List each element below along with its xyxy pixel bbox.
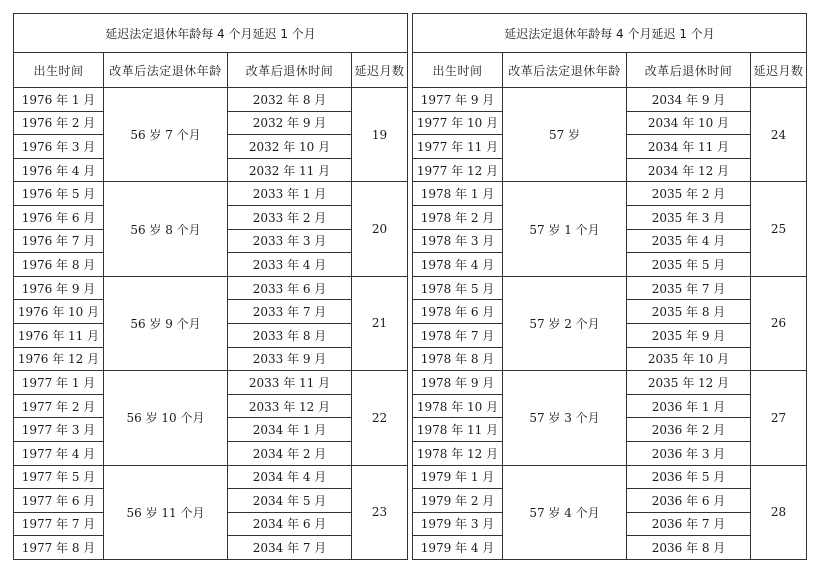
delay-months-cell: 25	[751, 182, 807, 276]
birth-date-cell: 1977 年 12 月	[413, 158, 503, 182]
retirement-date-cell: 2034 年 12 月	[627, 158, 751, 182]
table-row	[413, 88, 807, 112]
birth-date-cell: 1978 年 4 月	[413, 253, 503, 277]
birth-date-cell: 1978 年 1 月	[413, 182, 503, 206]
birth-date-cell: 1977 年 5 月	[14, 465, 104, 489]
retirement-date-cell: 2035 年 9 月	[627, 323, 751, 347]
retirement-date-cell: 2032 年 11 月	[228, 158, 352, 182]
birth-date-cell: 1977 年 3 月	[14, 418, 104, 442]
delay-months-cell: 26	[751, 276, 807, 370]
birth-date-cell: 1977 年 4 月	[14, 441, 104, 465]
delay-months-cell: 27	[751, 371, 807, 465]
birth-date-cell: 1977 年 10 月	[413, 111, 503, 135]
table-row	[413, 182, 807, 206]
birth-date-cell: 1976 年 1 月	[14, 88, 104, 112]
delay-months-cell: 19	[352, 88, 408, 182]
retirement-age-cell: 56 岁 8 个月	[104, 182, 228, 276]
table-row	[14, 182, 408, 206]
birth-date-cell: 1976 年 9 月	[14, 276, 104, 300]
retirement-age-cell: 56 岁 11 个月	[104, 465, 228, 559]
birth-date-cell: 1976 年 11 月	[14, 323, 104, 347]
table-right-container	[412, 13, 807, 560]
birth-date-cell: 1979 年 2 月	[413, 489, 503, 513]
retirement-date-cell: 2035 年 3 月	[627, 205, 751, 229]
table-row	[14, 276, 408, 300]
retirement-date-cell: 2033 年 12 月	[228, 394, 352, 418]
retirement-date-cell: 2035 年 2 月	[627, 182, 751, 206]
table-row	[14, 88, 408, 112]
birth-date-cell: 1978 年 9 月	[413, 371, 503, 395]
retirement-date-cell: 2033 年 8 月	[228, 323, 352, 347]
birth-date-cell: 1978 年 8 月	[413, 347, 503, 371]
retirement-date-cell: 2036 年 6 月	[627, 489, 751, 513]
table-row	[14, 465, 408, 489]
retirement-age-cell: 57 岁 1 个月	[503, 182, 627, 276]
retirement-date-cell: 2035 年 10 月	[627, 347, 751, 371]
retirement-tables	[13, 13, 807, 560]
birth-date-cell: 1976 年 2 月	[14, 111, 104, 135]
retirement-date-cell: 2033 年 11 月	[228, 371, 352, 395]
retirement-age-cell: 57 岁	[503, 88, 627, 182]
header-retirement-age: 改革后法定退休年龄	[503, 53, 627, 88]
birth-date-cell: 1977 年 6 月	[14, 489, 104, 513]
table-left-container	[13, 13, 408, 560]
retirement-date-cell: 2035 年 7 月	[627, 276, 751, 300]
retirement-date-cell: 2035 年 4 月	[627, 229, 751, 253]
retirement-date-cell: 2033 年 7 月	[228, 300, 352, 324]
retirement-date-cell: 2034 年 7 月	[228, 536, 352, 560]
retirement-date-cell: 2034 年 10 月	[627, 111, 751, 135]
retirement-age-cell: 56 岁 9 个月	[104, 276, 228, 370]
birth-date-cell: 1976 年 8 月	[14, 253, 104, 277]
retirement-date-cell: 2035 年 12 月	[627, 371, 751, 395]
retirement-date-cell: 2036 年 2 月	[627, 418, 751, 442]
retirement-date-cell: 2032 年 8 月	[228, 88, 352, 112]
birth-date-cell: 1978 年 2 月	[413, 205, 503, 229]
retirement-date-cell: 2033 年 2 月	[228, 205, 352, 229]
birth-date-cell: 1977 年 1 月	[14, 371, 104, 395]
retirement-date-cell: 2032 年 10 月	[228, 135, 352, 159]
retirement-date-cell: 2033 年 6 月	[228, 276, 352, 300]
birth-date-cell: 1978 年 5 月	[413, 276, 503, 300]
birth-date-cell: 1978 年 3 月	[413, 229, 503, 253]
retirement-date-cell: 2034 年 5 月	[228, 489, 352, 513]
retirement-date-cell: 2035 年 5 月	[627, 253, 751, 277]
birth-date-cell: 1976 年 12 月	[14, 347, 104, 371]
retirement-date-cell: 2034 年 9 月	[627, 88, 751, 112]
delay-months-cell: 20	[352, 182, 408, 276]
table-row	[413, 371, 807, 395]
birth-date-cell: 1976 年 10 月	[14, 300, 104, 324]
header-retirement-age: 改革后法定退休年龄	[104, 53, 228, 88]
birth-date-cell: 1979 年 4 月	[413, 536, 503, 560]
retirement-date-cell: 2036 年 7 月	[627, 512, 751, 536]
retirement-date-cell: 2034 年 1 月	[228, 418, 352, 442]
retirement-date-cell: 2033 年 9 月	[228, 347, 352, 371]
table-row	[14, 371, 408, 395]
table-row	[413, 465, 807, 489]
birth-date-cell: 1978 年 12 月	[413, 441, 503, 465]
retirement-date-cell: 2036 年 1 月	[627, 394, 751, 418]
retirement-date-cell: 2034 年 2 月	[228, 441, 352, 465]
header-retirement-date: 改革后退休时间	[627, 53, 751, 88]
retirement-date-cell: 2033 年 3 月	[228, 229, 352, 253]
retirement-date-cell: 2036 年 5 月	[627, 465, 751, 489]
birth-date-cell: 1979 年 1 月	[413, 465, 503, 489]
birth-date-cell: 1976 年 4 月	[14, 158, 104, 182]
retirement-age-cell: 57 岁 3 个月	[503, 371, 627, 465]
retirement-date-cell: 2032 年 9 月	[228, 111, 352, 135]
header-delay-months: 延迟月数	[751, 53, 807, 88]
retirement-table-right	[412, 13, 807, 560]
birth-date-cell: 1976 年 7 月	[14, 229, 104, 253]
retirement-age-cell: 57 岁 4 个月	[503, 465, 627, 559]
retirement-age-cell: 56 岁 7 个月	[104, 88, 228, 182]
birth-date-cell: 1977 年 7 月	[14, 512, 104, 536]
retirement-date-cell: 2035 年 8 月	[627, 300, 751, 324]
birth-date-cell: 1977 年 2 月	[14, 394, 104, 418]
birth-date-cell: 1978 年 11 月	[413, 418, 503, 442]
birth-date-cell: 1976 年 3 月	[14, 135, 104, 159]
header-retirement-date: 改革后退休时间	[228, 53, 352, 88]
delay-months-cell: 23	[352, 465, 408, 559]
retirement-date-cell: 2033 年 1 月	[228, 182, 352, 206]
birth-date-cell: 1978 年 10 月	[413, 394, 503, 418]
table-row	[413, 276, 807, 300]
retirement-date-cell: 2034 年 6 月	[228, 512, 352, 536]
birth-date-cell: 1978 年 6 月	[413, 300, 503, 324]
header-birth-date: 出生时间	[14, 53, 104, 88]
table-title: 延迟法定退休年龄每 4 个月延迟 1 个月	[14, 14, 408, 53]
retirement-date-cell: 2033 年 4 月	[228, 253, 352, 277]
birth-date-cell: 1977 年 8 月	[14, 536, 104, 560]
header-delay-months: 延迟月数	[352, 53, 408, 88]
retirement-age-cell: 57 岁 2 个月	[503, 276, 627, 370]
retirement-date-cell: 2036 年 8 月	[627, 536, 751, 560]
birth-date-cell: 1976 年 6 月	[14, 205, 104, 229]
birth-date-cell: 1979 年 3 月	[413, 512, 503, 536]
retirement-date-cell: 2034 年 11 月	[627, 135, 751, 159]
birth-date-cell: 1977 年 11 月	[413, 135, 503, 159]
delay-months-cell: 22	[352, 371, 408, 465]
birth-date-cell: 1978 年 7 月	[413, 323, 503, 347]
delay-months-cell: 21	[352, 276, 408, 370]
delay-months-cell: 28	[751, 465, 807, 559]
header-birth-date: 出生时间	[413, 53, 503, 88]
retirement-age-cell: 56 岁 10 个月	[104, 371, 228, 465]
table-title: 延迟法定退休年龄每 4 个月延迟 1 个月	[413, 14, 807, 53]
birth-date-cell: 1977 年 9 月	[413, 88, 503, 112]
retirement-date-cell: 2036 年 3 月	[627, 441, 751, 465]
retirement-table-left	[13, 13, 408, 560]
birth-date-cell: 1976 年 5 月	[14, 182, 104, 206]
retirement-date-cell: 2034 年 4 月	[228, 465, 352, 489]
delay-months-cell: 24	[751, 88, 807, 182]
